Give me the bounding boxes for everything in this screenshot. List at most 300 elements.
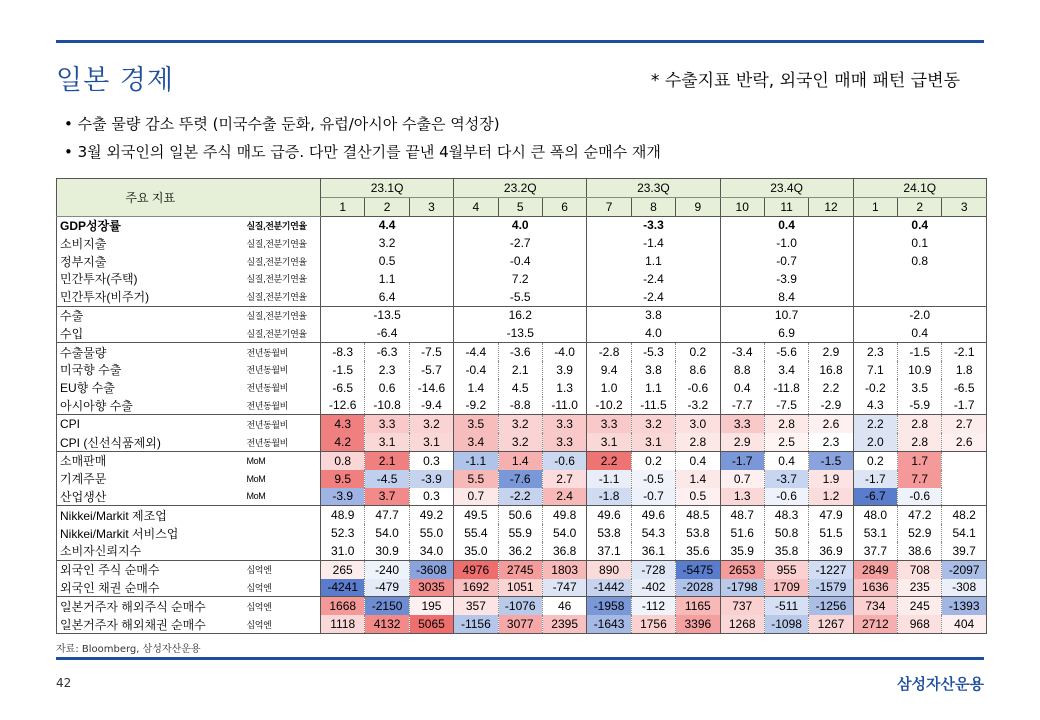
table-cell: -7.5 [409, 343, 453, 361]
table-cell: 50.6 [498, 506, 542, 524]
table-cell: -2028 [676, 579, 720, 597]
table-cell: 49.8 [542, 506, 586, 524]
table-cell: -7.5 [764, 397, 808, 415]
indicator-name: 수출물량 [57, 343, 244, 361]
table-cell: 4.2 [321, 433, 365, 451]
table-cell: -240 [365, 560, 409, 578]
indicator-name: 산업생산 [57, 488, 244, 506]
table-row [57, 433, 987, 451]
table-cell: -1.1 [454, 451, 498, 469]
table-cell: 235 [898, 579, 942, 597]
table-cell: 1803 [542, 560, 586, 578]
indicator-unit: 실질,전분기연율 [246, 292, 307, 303]
bullet-item: • 3월 외국인의 일본 주식 매도 급증. 다만 결산기를 끝낸 4월부터 다시 큰 폭의 순매수 재개 [64, 138, 661, 166]
month-header: 3 [942, 197, 986, 216]
indicator-name: 일본거주자 해외주식 순매수 [57, 597, 244, 615]
table-cell: 48.9 [321, 506, 365, 524]
table-cell: 1118 [321, 615, 365, 633]
table-cell: 3.1 [409, 433, 453, 451]
table-cell: 3.3 [365, 415, 409, 433]
table-cell: 36.9 [809, 542, 853, 560]
table-cell: -14.6 [409, 379, 453, 397]
table-cell: 9.5 [321, 470, 365, 488]
table-cell: 1.1 [321, 270, 454, 288]
table-cell: 36.2 [498, 542, 542, 560]
table-cell: 968 [898, 615, 942, 633]
indicator-unit: MoM [246, 491, 266, 502]
indicator-unit: 전년동월비 [244, 343, 321, 361]
table-cell: 0.4 [720, 379, 764, 397]
table-cell: 3.3 [542, 433, 586, 451]
indicator-name: 수출 [57, 306, 244, 324]
table-cell: 47.9 [809, 506, 853, 524]
table-cell: 404 [942, 615, 986, 633]
table-cell: 49.6 [587, 506, 631, 524]
table-cell: 4.0 [587, 324, 720, 342]
quarter-header: 23.4Q [720, 179, 853, 198]
table-row [57, 306, 987, 324]
table-row [57, 488, 987, 506]
table-cell: 3.3 [587, 415, 631, 433]
month-header: 9 [676, 197, 720, 216]
table-cell: -0.5 [631, 470, 675, 488]
table-cell: -9.2 [454, 397, 498, 415]
table-cell: 4.3 [853, 397, 897, 415]
table-cell: 48.2 [942, 506, 986, 524]
bottom-rule [56, 657, 984, 660]
table-cell: 3.3 [720, 415, 764, 433]
indicator-unit: 실질,전분기연율 [246, 238, 307, 249]
table-cell: 3.0 [676, 415, 720, 433]
indicator-name: GDP성장률 [57, 216, 244, 234]
table-cell: -1156 [454, 615, 498, 633]
table-cell: -1256 [809, 597, 853, 615]
table-cell: 2.9 [720, 433, 764, 451]
table-cell: 1165 [676, 597, 720, 615]
table-cell: 3.8 [631, 361, 675, 379]
table-cell: 51.6 [720, 524, 764, 542]
table-cell: 737 [720, 597, 764, 615]
table-cell: -4.0 [542, 343, 586, 361]
table-cell: -1798 [720, 579, 764, 597]
table-cell: -1.1 [587, 470, 631, 488]
table-cell: 36.8 [542, 542, 586, 560]
table-cell: -0.4 [454, 361, 498, 379]
table-cell: -2.9 [809, 397, 853, 415]
month-header: 5 [498, 197, 542, 216]
table-cell: 1.7 [898, 451, 942, 469]
month-header: 1 [321, 197, 365, 216]
bullet-item: • 수출 물량 감소 뚜렷 (미국수출 둔화, 유럽/아시아 수출은 역성장) [64, 110, 661, 138]
table-cell: 48.5 [676, 506, 720, 524]
table-cell: -3608 [409, 560, 453, 578]
table-cell: -0.6 [764, 488, 808, 506]
indicator-unit: 전년동월비 [246, 365, 288, 376]
table-row [57, 560, 987, 578]
indicator-name: Nikkei/Markit 서비스업 [57, 524, 244, 542]
table-cell: 2.8 [676, 433, 720, 451]
indicator-name: 소비자신뢰지수 [57, 542, 244, 560]
table-cell: 0.4 [853, 324, 986, 342]
table-cell: -3.9 [409, 470, 453, 488]
table-cell: -5475 [676, 560, 720, 578]
table-cell: -8.3 [321, 343, 365, 361]
table-cell: 52.9 [898, 524, 942, 542]
month-header: 6 [542, 197, 586, 216]
table-cell: 53.8 [676, 524, 720, 542]
table-cell: 1268 [720, 615, 764, 633]
table-cell: 38.6 [898, 542, 942, 560]
table-cell: 54.3 [631, 524, 675, 542]
indicator-name: 민간투자(비주거) [57, 288, 244, 306]
table-cell: 4.4 [321, 216, 454, 234]
table-cell: 890 [587, 560, 631, 578]
table-cell: 1.9 [809, 470, 853, 488]
indicator-table [56, 178, 987, 634]
table-row [57, 324, 987, 342]
table-cell: -1.5 [809, 451, 853, 469]
table-cell [853, 270, 986, 288]
table-cell: 0.8 [853, 252, 986, 270]
indicator-name: 수입 [57, 324, 244, 342]
quarter-header: 23.2Q [454, 179, 587, 198]
indicator-unit: 전년동월비 [246, 400, 288, 411]
table-cell: 8.8 [720, 361, 764, 379]
table-cell: 0.8 [321, 451, 365, 469]
table-cell: 1692 [454, 579, 498, 597]
table-cell: 2.2 [587, 451, 631, 469]
table-cell: -10.8 [365, 397, 409, 415]
indicator-name: 아시아향 수출 [57, 397, 244, 415]
table-row [57, 470, 987, 488]
table-cell: -1.7 [720, 451, 764, 469]
table-cell: 0.4 [720, 216, 853, 234]
table-cell: 55.9 [498, 524, 542, 542]
table-cell: 4132 [365, 615, 409, 633]
table-cell: 3.3 [542, 415, 586, 433]
table-cell: -2.4 [587, 288, 720, 306]
table-cell: 3.9 [542, 361, 586, 379]
table-cell: -5.9 [898, 397, 942, 415]
table-cell: 0.5 [321, 252, 454, 270]
table-cell: 245 [898, 597, 942, 615]
table-cell: -5.5 [454, 288, 587, 306]
table-row [57, 216, 987, 234]
table-cell: 3.2 [321, 234, 454, 252]
table-cell: 265 [321, 560, 365, 578]
table-cell: 3.8 [587, 306, 720, 324]
table-cell: 5065 [409, 615, 453, 633]
table-cell: 1.8 [942, 361, 986, 379]
table-cell: 1756 [631, 615, 675, 633]
table-cell: -13.5 [321, 306, 454, 324]
table-cell: 8.4 [720, 288, 853, 306]
table-cell [853, 288, 986, 306]
table-cell: 1.3 [720, 488, 764, 506]
table-cell: 1.3 [542, 379, 586, 397]
indicator-unit: 십억엔 [244, 597, 321, 615]
table-cell [942, 488, 986, 506]
bullet-list [64, 110, 661, 166]
table-cell: 0.7 [454, 488, 498, 506]
table-cell: 46 [542, 597, 586, 615]
table-cell: 2.3 [853, 343, 897, 361]
table-cell: -1393 [942, 597, 986, 615]
month-header: 10 [720, 197, 764, 216]
table-cell: -3.7 [764, 470, 808, 488]
table-cell: 2.3 [809, 433, 853, 451]
indicator-unit: 전년동월비 [246, 437, 288, 448]
table-cell: 31.0 [321, 542, 365, 560]
table-cell: -11.0 [542, 397, 586, 415]
indicator-name: 소비지출 [57, 234, 244, 252]
table-cell: 35.6 [676, 542, 720, 560]
table-cell: 2.0 [853, 433, 897, 451]
table-cell: 1.1 [587, 252, 720, 270]
table-cell: 3.5 [454, 415, 498, 433]
table-cell: -0.4 [454, 252, 587, 270]
headline: * 수출지표 반락, 외국인 매매 패턴 급변동 [650, 71, 960, 91]
table-cell: 2.2 [809, 379, 853, 397]
table-cell: 2.7 [942, 415, 986, 433]
table-cell: -402 [631, 579, 675, 597]
indicator-name: Nikkei/Markit 제조업 [57, 506, 244, 524]
indicator-name: 민간투자(주택) [57, 270, 244, 288]
table-cell: -2.7 [454, 234, 587, 252]
table-cell: -1227 [809, 560, 853, 578]
table-cell: 54.1 [942, 524, 986, 542]
table-cell: -0.7 [631, 488, 675, 506]
table-cell: 2.2 [853, 415, 897, 433]
indicator-name: 소매판매 [57, 451, 244, 469]
quarter-header: 23.1Q [321, 179, 454, 198]
indicator-name: 기계주문 [57, 470, 244, 488]
table-cell [942, 451, 986, 469]
table-cell: 4976 [454, 560, 498, 578]
table-cell: 2.7 [542, 470, 586, 488]
table-cell: 3.2 [498, 415, 542, 433]
indicator-unit: MoM [244, 451, 321, 469]
table-cell: -1.4 [587, 234, 720, 252]
table-cell: -4.5 [365, 470, 409, 488]
page-title: 일본 경제 [56, 65, 174, 96]
table-cell: 4.5 [498, 379, 542, 397]
table-cell: 734 [853, 597, 897, 615]
table-cell: -2.1 [942, 343, 986, 361]
table-cell: 50.8 [764, 524, 808, 542]
month-header: 11 [764, 197, 808, 216]
table-cell: 8.6 [676, 361, 720, 379]
table-cell: -6.5 [942, 379, 986, 397]
table-cell: -1643 [587, 615, 631, 633]
table-cell: -112 [631, 597, 675, 615]
indicator-unit: MoM [246, 473, 266, 484]
table-cell: -3.6 [498, 343, 542, 361]
indicator-name: 외국인 주식 순매수 [57, 560, 244, 578]
indicator-unit: 실질,전분기연율 [244, 216, 321, 234]
table-cell: 54.0 [365, 524, 409, 542]
table-cell: -0.2 [853, 379, 897, 397]
table-cell: 2.8 [764, 415, 808, 433]
table-cell: 49.5 [454, 506, 498, 524]
indicator-name: CPI (신선식품제외) [57, 433, 244, 451]
table-cell: 3.2 [498, 433, 542, 451]
table-cell: -1.8 [587, 488, 631, 506]
table-row [57, 288, 987, 306]
table-cell: 955 [764, 560, 808, 578]
table-cell: -4241 [321, 579, 365, 597]
table-cell: 1.1 [631, 379, 675, 397]
source-note: 자료: Bloomberg, 삼성자산운용 [56, 644, 201, 655]
brand-logo-text: 삼성자산운용 [897, 675, 984, 693]
table-cell: -747 [542, 579, 586, 597]
table-cell: -7.6 [498, 470, 542, 488]
table-cell: -2.2 [498, 488, 542, 506]
table-cell: -1958 [587, 597, 631, 615]
indicator-name: 외국인 채권 순매수 [57, 579, 244, 597]
table-cell: 35.9 [720, 542, 764, 560]
indicator-unit: 실질,전분기연율 [246, 274, 307, 285]
table-cell: -4.4 [454, 343, 498, 361]
table-cell: 0.2 [676, 343, 720, 361]
table-cell: 37.1 [587, 542, 631, 560]
table-cell: 53.8 [587, 524, 631, 542]
table-cell: 47.2 [898, 506, 942, 524]
table-cell: 2.1 [365, 451, 409, 469]
table-cell: 10.9 [898, 361, 942, 379]
table-cell: 3396 [676, 615, 720, 633]
indicator-unit: 전년동월비 [246, 383, 288, 394]
table-row [57, 542, 987, 560]
month-header: 3 [409, 197, 453, 216]
table-row [57, 506, 987, 524]
month-header: 12 [809, 197, 853, 216]
table-cell: 49.2 [409, 506, 453, 524]
table-cell: -6.4 [321, 324, 454, 342]
table-cell: 37.7 [853, 542, 897, 560]
table-cell: 47.7 [365, 506, 409, 524]
table-cell: -0.6 [898, 488, 942, 506]
table-row [57, 270, 987, 288]
table-cell: 3.7 [365, 488, 409, 506]
table-cell: 1668 [321, 597, 365, 615]
table-cell: 49.6 [631, 506, 675, 524]
table-cell: 53.1 [853, 524, 897, 542]
table-cell: -1.0 [720, 234, 853, 252]
table-cell: 1636 [853, 579, 897, 597]
indicator-unit: 실질,전분기연율 [246, 328, 307, 339]
table-cell: 3035 [409, 579, 453, 597]
table-cell: 7.1 [853, 361, 897, 379]
table-cell: 0.2 [631, 451, 675, 469]
table-cell: 0.5 [676, 488, 720, 506]
table-cell: 1.0 [587, 379, 631, 397]
table-cell: 1.4 [498, 451, 542, 469]
table-cell: -5.3 [631, 343, 675, 361]
table-cell: 55.4 [454, 524, 498, 542]
table-cell: 0.3 [409, 488, 453, 506]
table-cell: 51.5 [809, 524, 853, 542]
table-cell: 16.8 [809, 361, 853, 379]
table-cell: 30.9 [365, 542, 409, 560]
table-cell: 48.3 [764, 506, 808, 524]
table-cell: 3.4 [454, 433, 498, 451]
quarter-header: 23.3Q [587, 179, 720, 198]
table-cell: 3.5 [898, 379, 942, 397]
month-header: 1 [853, 197, 897, 216]
table-cell: 195 [409, 597, 453, 615]
table-cell: 0.2 [853, 451, 897, 469]
indicator-unit: 실질,전분기연율 [246, 256, 307, 267]
table-cell: -2.8 [587, 343, 631, 361]
table-cell: -1.5 [321, 361, 365, 379]
table-cell: -728 [631, 560, 675, 578]
table-cell: -1076 [498, 597, 542, 615]
table-cell: -3.2 [676, 397, 720, 415]
table-cell: -1579 [809, 579, 853, 597]
month-header: 7 [587, 197, 631, 216]
table-row [57, 361, 987, 379]
table-cell: 16.2 [454, 306, 587, 324]
table-cell: -3.9 [720, 270, 853, 288]
header-label: 주요 지표 [57, 179, 244, 217]
table-cell: 3.4 [764, 361, 808, 379]
table-cell [942, 470, 986, 488]
table-cell: 52.3 [321, 524, 365, 542]
table-cell: 6.9 [720, 324, 853, 342]
month-header: 4 [454, 197, 498, 216]
indicator-unit: 십억엔 [244, 615, 321, 633]
table-cell: -6.5 [321, 379, 365, 397]
table-row [57, 343, 987, 361]
table-cell: -1.7 [942, 397, 986, 415]
table-cell: -2150 [365, 597, 409, 615]
table-cell: 36.1 [631, 542, 675, 560]
table-cell: 2745 [498, 560, 542, 578]
table-cell: 357 [454, 597, 498, 615]
table-cell: 1.4 [676, 470, 720, 488]
indicator-unit [244, 506, 321, 524]
table-cell: -0.6 [676, 379, 720, 397]
table-cell: -1.5 [898, 343, 942, 361]
table-cell: -8.8 [498, 397, 542, 415]
table-row [57, 524, 987, 542]
table-cell: -6.7 [853, 488, 897, 506]
table-cell: 10.7 [720, 306, 853, 324]
table-cell: 708 [898, 560, 942, 578]
table-cell: 2849 [853, 560, 897, 578]
table-row [57, 252, 987, 270]
table-cell: 55.0 [409, 524, 453, 542]
table-cell: 4.3 [321, 415, 365, 433]
table-cell: 35.8 [764, 542, 808, 560]
table-body [57, 216, 987, 633]
table-cell: 2653 [720, 560, 764, 578]
table-cell: -479 [365, 579, 409, 597]
table-cell: 2.8 [898, 415, 942, 433]
table-cell: 1.2 [809, 488, 853, 506]
table-cell: -2.4 [587, 270, 720, 288]
table-cell: 2.6 [942, 433, 986, 451]
table-cell: 1709 [764, 579, 808, 597]
indicator-name: 일본거주자 해외채권 순매수 [57, 615, 244, 633]
table-cell: 3.2 [631, 415, 675, 433]
table-cell: -2097 [942, 560, 986, 578]
table-cell: 1.4 [454, 379, 498, 397]
indicator-unit [244, 542, 321, 560]
table-cell: -7.7 [720, 397, 764, 415]
indicator-unit [244, 524, 321, 542]
